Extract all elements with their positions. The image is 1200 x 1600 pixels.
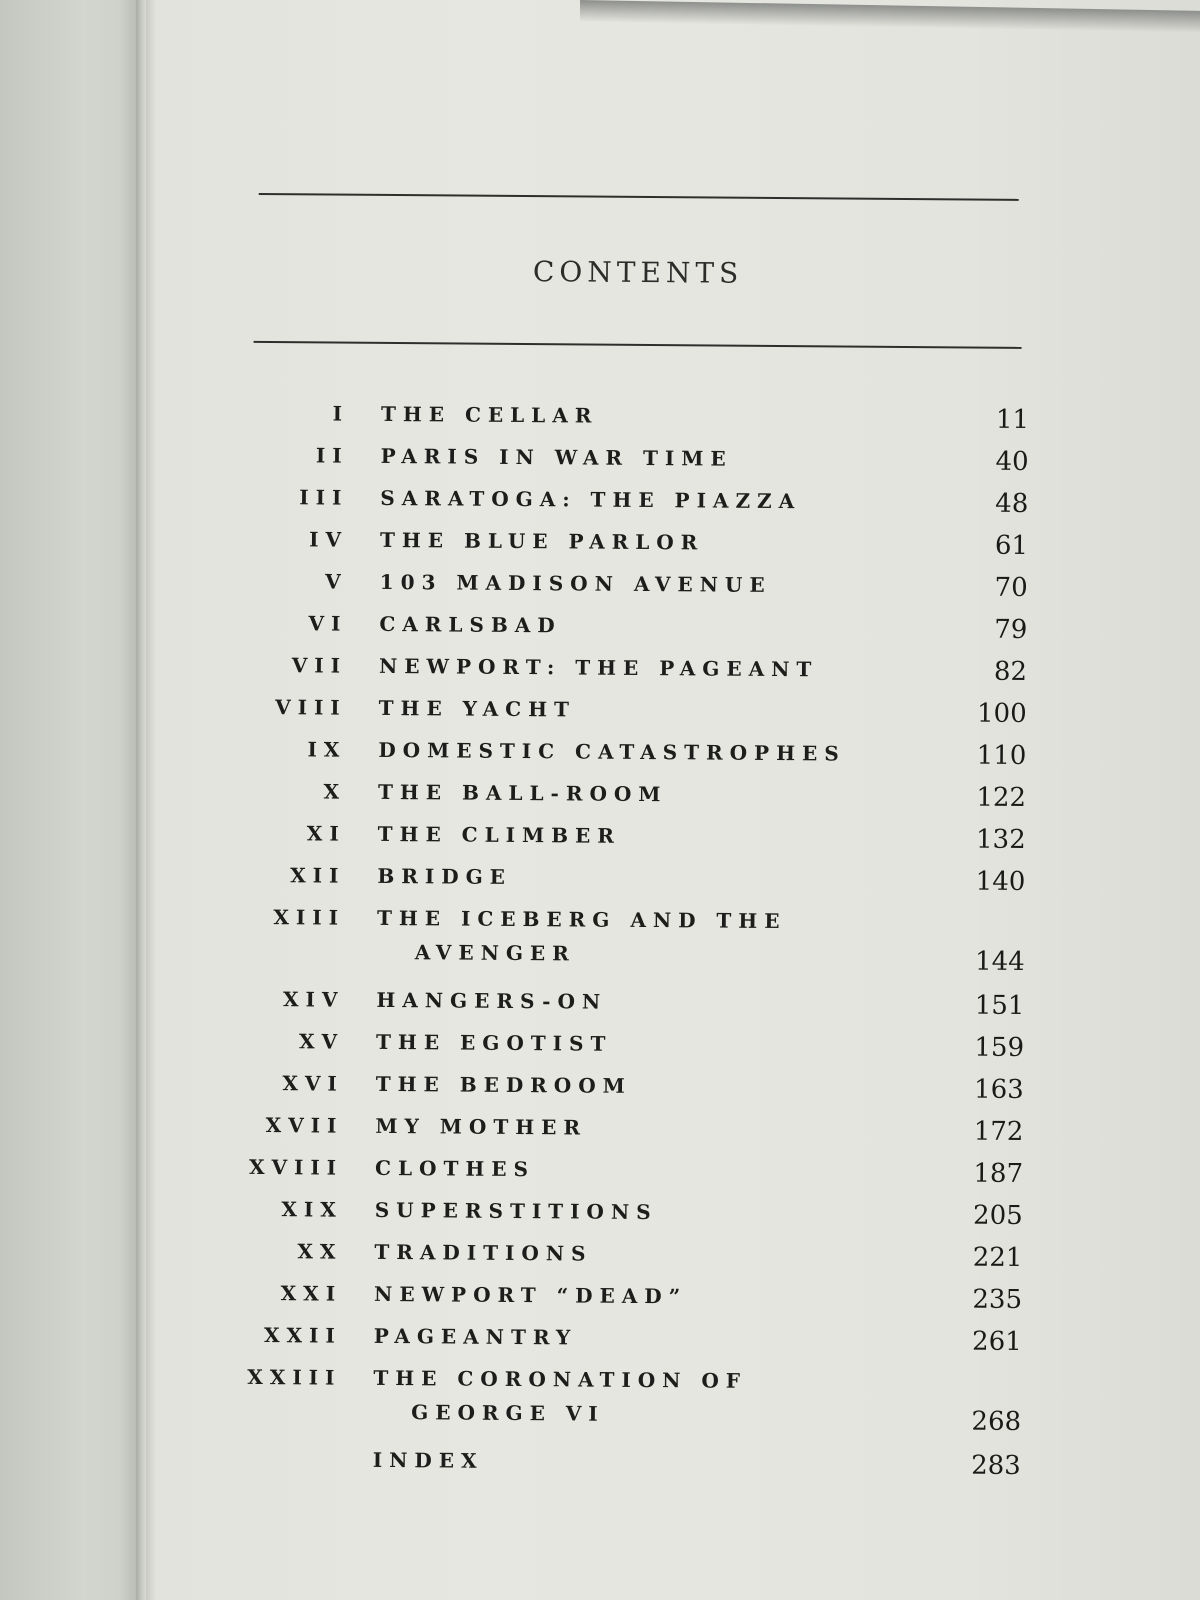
bottom-rule xyxy=(254,341,1022,349)
chapter-title xyxy=(379,696,576,722)
chapter-title-line: HANGERS-ON xyxy=(376,987,608,1014)
chapter-number: XV xyxy=(298,1029,345,1054)
chapter-title-line: INDEX xyxy=(372,1447,484,1473)
page-number: 261 xyxy=(971,1326,1022,1357)
chapter-title xyxy=(381,444,733,471)
chapter-title xyxy=(374,1324,578,1350)
page-number: 221 xyxy=(972,1242,1023,1273)
page-number: 159 xyxy=(974,1032,1025,1063)
chapter-number: XI xyxy=(306,821,346,846)
chapter-title-line: DOMESTIC CATASTROPHES xyxy=(378,737,846,766)
chapter-title-line: SUPERSTITIONS xyxy=(374,1197,658,1225)
chapter-title xyxy=(375,1114,587,1140)
chapter-number: XVIII xyxy=(248,1154,344,1180)
chapter-title xyxy=(377,906,787,967)
left-page-edge xyxy=(0,0,140,1600)
chapter-title-line: PARIS IN WAR TIME xyxy=(380,443,733,471)
chapter-number: VII xyxy=(291,653,348,678)
toc-entry xyxy=(141,1356,1142,1446)
page-title: CONTENTS xyxy=(532,255,744,290)
page-number: 82 xyxy=(993,656,1028,687)
chapter-title-line: THE CORONATION OF xyxy=(373,1365,748,1393)
page-number: 268 xyxy=(971,1406,1022,1437)
chapter-number: I xyxy=(332,401,350,426)
contents-page xyxy=(140,0,1200,1600)
page-number: 70 xyxy=(994,572,1028,603)
chapter-number: II xyxy=(315,443,349,468)
chapter-title xyxy=(380,528,705,555)
chapter-number: XVII xyxy=(265,1113,344,1138)
chapter-title xyxy=(376,1072,632,1098)
chapter-title xyxy=(378,738,846,766)
chapter-number: XVI xyxy=(282,1071,344,1096)
chapter-title xyxy=(373,1448,484,1473)
top-rule xyxy=(259,193,1019,201)
table-of-contents xyxy=(141,392,1150,1488)
chapter-number: XXIII xyxy=(247,1364,342,1390)
page-number: 100 xyxy=(976,698,1027,729)
chapter-title xyxy=(377,864,512,889)
page-number: 187 xyxy=(973,1158,1024,1189)
chapter-title xyxy=(380,486,801,513)
chapter-title-line: THE CELLAR xyxy=(380,401,599,428)
chapter-title-line: SARATOGA: THE PIAZZA xyxy=(380,485,802,514)
chapter-title-continuation: AVENGER xyxy=(414,940,576,966)
chapter-title-line: THE BALL-ROOM xyxy=(377,779,668,807)
chapter-title xyxy=(378,822,621,848)
page-number: 61 xyxy=(994,530,1029,561)
chapter-number: XIV xyxy=(282,987,345,1012)
chapter-title xyxy=(379,654,819,681)
page-number: 283 xyxy=(971,1450,1021,1481)
page-number: 79 xyxy=(994,614,1028,645)
chapter-number: XII xyxy=(290,863,346,888)
chapter-title xyxy=(375,1198,658,1224)
page-number: 163 xyxy=(973,1074,1024,1105)
chapter-title-line: THE YACHT xyxy=(378,695,577,722)
chapter-title xyxy=(376,988,607,1014)
chapter-title-line: MY MOTHER xyxy=(375,1113,588,1140)
chapter-number: V xyxy=(325,569,348,594)
page-number: 132 xyxy=(975,824,1026,855)
chapter-title-line: THE EGOTIST xyxy=(375,1029,613,1056)
chapter-title xyxy=(374,1282,687,1308)
chapter-number: VIII xyxy=(275,695,347,720)
chapter-title xyxy=(375,1156,535,1181)
chapter-title-line: NEWPORT: THE PAGEANT xyxy=(378,653,819,682)
chapter-title-line: CARLSBAD xyxy=(379,611,562,638)
toc-entry xyxy=(141,1438,1141,1488)
chapter-number: III xyxy=(299,485,349,510)
chapter-title-line: BRIDGE xyxy=(377,863,513,889)
chapter-title xyxy=(373,1366,747,1427)
chapter-title-line: 103 MADISON AVENUE xyxy=(379,569,772,597)
chapter-number: VI xyxy=(308,611,348,636)
chapter-title-line: CLOTHES xyxy=(375,1155,536,1182)
chapter-number: XX xyxy=(297,1239,343,1264)
page-number: 122 xyxy=(976,782,1027,813)
page-number: 172 xyxy=(973,1116,1024,1147)
chapter-title xyxy=(374,1240,592,1266)
chapter-title-line: PAGEANTRY xyxy=(373,1323,578,1350)
chapter-number: IX xyxy=(307,737,347,762)
chapter-title xyxy=(379,612,562,637)
chapter-title-line: THE ICEBERG AND THE xyxy=(376,905,787,934)
page-number: 110 xyxy=(976,740,1027,771)
page-number: 48 xyxy=(995,488,1029,519)
chapter-number: IV xyxy=(309,527,349,552)
chapter-title xyxy=(376,1030,612,1056)
page-number: 11 xyxy=(995,404,1030,435)
chapter-title-line: THE BLUE PARLOR xyxy=(379,527,705,555)
chapter-title xyxy=(381,402,599,428)
chapter-title-line: THE CLIMBER xyxy=(377,821,622,848)
chapter-title-line: THE BEDROOM xyxy=(375,1071,632,1098)
page-number: 40 xyxy=(995,446,1029,477)
chapter-number: X xyxy=(323,779,347,804)
chapter-title xyxy=(378,780,668,806)
chapter-title-line: TRADITIONS xyxy=(374,1239,593,1266)
chapter-title-line: NEWPORT “DEAD” xyxy=(374,1281,688,1309)
chapter-title-continuation: GEORGE VI xyxy=(411,1400,605,1426)
chapter-number: XIII xyxy=(273,905,346,930)
toc-entry xyxy=(145,896,1146,986)
chapter-number: XXI xyxy=(280,1281,343,1306)
page-number: 144 xyxy=(974,946,1025,977)
page-number: 235 xyxy=(972,1284,1023,1315)
page-number: 151 xyxy=(974,990,1025,1021)
chapter-title xyxy=(380,570,772,597)
chapter-number: XXII xyxy=(263,1323,342,1348)
chapter-number: XIX xyxy=(281,1197,343,1222)
page-number: 205 xyxy=(972,1200,1023,1231)
page-number: 140 xyxy=(975,866,1026,897)
